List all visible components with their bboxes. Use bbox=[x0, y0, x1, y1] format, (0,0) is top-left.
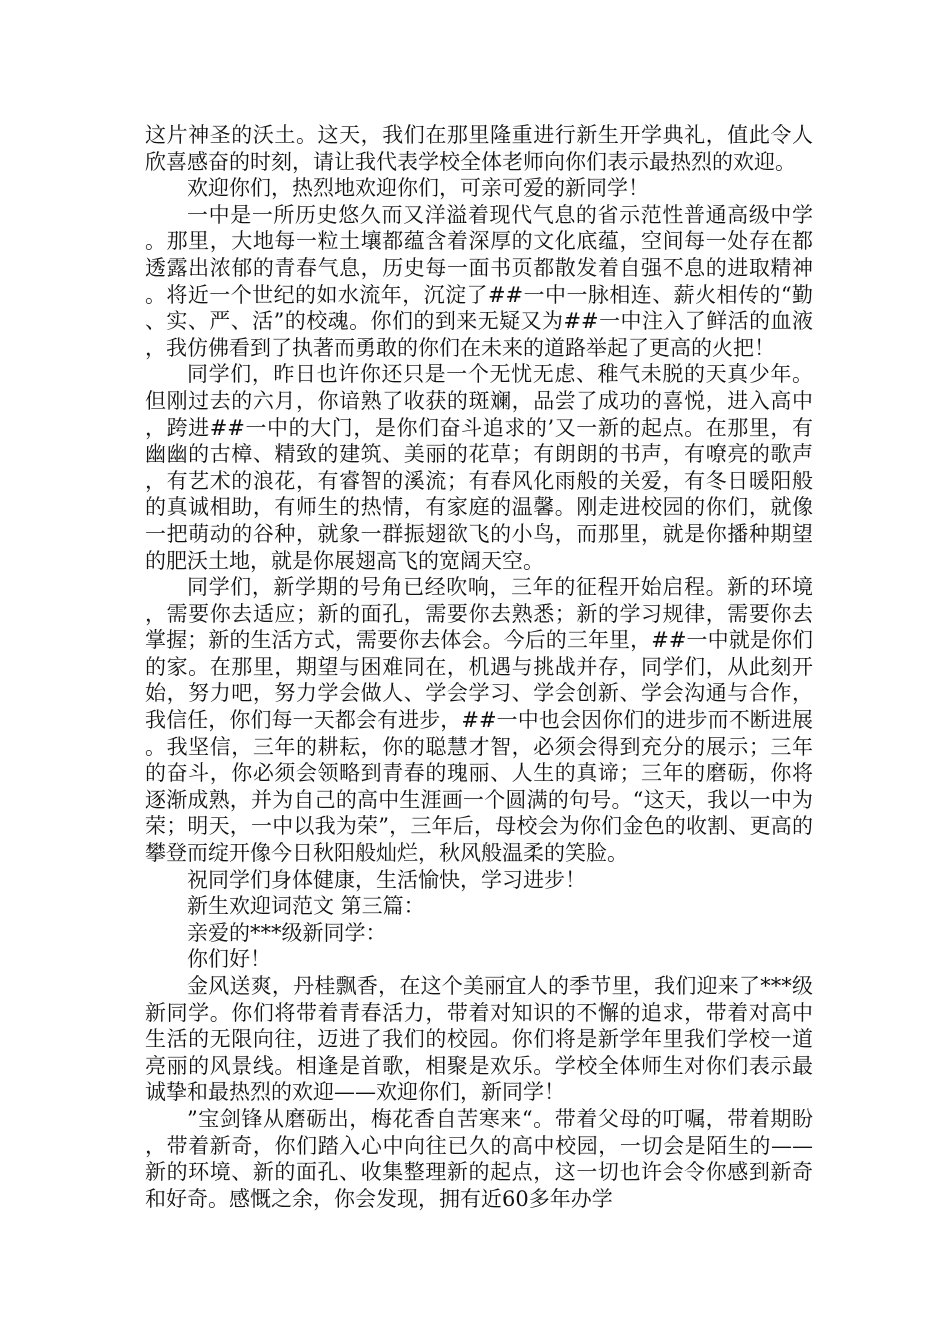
paragraph-2: 欢迎你们，热烈地欢迎你们，可亲可爱的新同学！ bbox=[187, 176, 649, 201]
paragraph-1: 这片神圣的沃土。这天，我们在那里隆重进行新生开学典礼，值此令人欣喜感奋的时刻，请让我代表学校全体老师向你们表示最热烈的欢迎。 bbox=[145, 123, 813, 174]
section-heading: 新生欢迎词范文 第三篇： bbox=[187, 894, 425, 919]
salutation: 亲爱的***级新同学： bbox=[187, 920, 387, 945]
paragraph-11: ”宝剑锋从磨砺出，梅花香自苦寒来“。带着父母的叮嘱，带着期盼，带着新奇，你们踏入心中向往已久的高中校园，一切会是陌生的——新的环境、新的面孔、收集整理新的起点，这一切也许会令你感到新奇和好奇。感慨之余，你会发现，拥有近60多年办学 bbox=[145, 1106, 813, 1211]
paragraph-3: 一中是一所历史悠久而又洋溢着现代气息的省示范性普通高级中学。那里，大地每一粒土壤都蕴含着深厚的文化底蕴，空间每一处存在都透露出浓郁的青春气息，历史每一面书页都散发着自强不息的进取精神。将近一个世纪的如水流年，沉淀了##一中一脉相连、薪火相传的“勤、实、严、活”的校魂。你们的到来无疑又为##一中注入了鲜活的血液，我仿佛看到了执著而勇敢的你们在未来的道路举起了更高的火把！ bbox=[145, 202, 813, 360]
paragraph-4: 同学们，昨日也许你还只是一个无忧无虑、稚气未脱的天真少年。但刚过去的六月，你谙熟了收获的斑斓，品尝了成功的喜悦，进入高中，跨进##一中的大门，是你们奋斗追求的’又一新的起点。在那里，有幽幽的古樟、精致的建筑、美丽的花草；有朗朗的书声，有嘹亮的歌声，有艺术的浪花，有睿智的溪流；有春风化雨般的关爱，有冬日暖阳般的真诚相助，有师生的热情，有家庭的温馨。刚走进校园的你们，就像一把萌动的谷种，就象一群振翅欲飞的小鸟，而那里，就是你播种期望的肥沃土地，就是你展翅高飞的宽阔天空。 bbox=[145, 362, 813, 573]
greeting: 你们好！ bbox=[187, 947, 271, 972]
paragraph-5: 同学们，新学期的号角已经吹响，三年的征程开始启程。新的环境，需要你去适应；新的面孔，需要你去熟悉；新的学习规律，需要你去掌握；新的生活方式，需要你去体会。今后的三年里，##一中就是你们的家。在那里，期望与困难同在，机遇与挑战并存，同学们，从此刻开始，努力吧，努力学会做人、学会学习、学会创新、学会沟通与合作，我信任，你们每一天都会有进步，##一中也会因你们的进步而不断进展。我坚信，三年的耕耘，你的聪慧才智，必须会得到充分的展示；三年的奋斗，你必须会领略到青春的瑰丽、人生的真谛；三年的磨砺，你将逐渐成熟，并为自己的高中生涯画一个圆满的句号。“这天，我以一中为荣；明天，一中以我为荣”，三年后，母校会为你们金色的收割、更高的攀登而绽开像今日秋阳般灿烂，秋风般温柔的笑脸。 bbox=[145, 575, 813, 866]
document-page bbox=[145, 122, 813, 1212]
paragraph-6: 祝同学们身体健康，生活愉快，学习进步！ bbox=[187, 867, 586, 892]
paragraph-10: 金风送爽，丹桂飘香，在这个美丽宜人的季节里，我们迎来了***级新同学。你们将带着青春活力，带着对知识的不懈的追求，带着对高中生活的无限向往，迈进了我们的校园。你们将是新学年里我们学校一道亮丽的风景线。相逢是首歌，相聚是欢乐。学校全体师生对你们表示最诚挚和最热烈的欢迎——欢迎你们，新同学！ bbox=[145, 974, 813, 1105]
